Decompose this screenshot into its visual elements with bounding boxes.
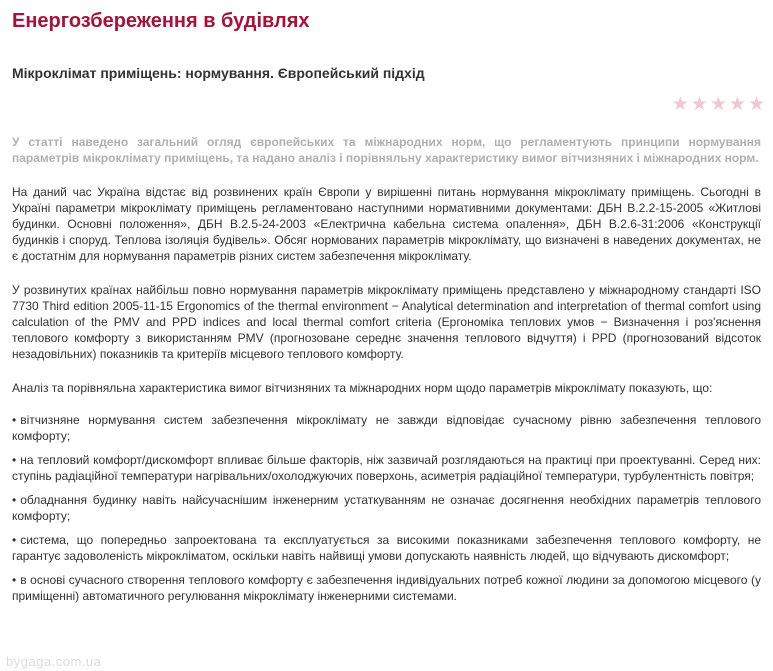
article-subtitle: Мікроклімат приміщень: нормування. Європейський підхід	[12, 65, 425, 81]
list-item-text: в основі сучасного створення теплового комфорту є забезпечення індивідуальних потреб кожної людини за допомогою місцевого (у приміщенні) автоматичного регулювання мікроклімату інженерними системами.	[12, 573, 761, 603]
bullet-mark: •	[12, 413, 17, 427]
article-paragraph-1: На даний час Україна відстає від розвинених країн Європи у вирішенні питань нормування мікроклімату приміщень. Сьогодні в Україні параметри мікроклімату приміщень регламентовано наступними нормативними документами: ДБН В.2.2-15-2005 «Житлові будинки. Основні положення», ДБН В.2.5-24-2003 «Електрична кабельна система опалення», ДБН В.2.6-31:2006 «Конструкції будинків і споруд. Теплова ізоляція будівель». Обсяг нормованих параметрів мікроклімату, що визначені в наведених документах, не є достатнім для нормування параметрів різних систем забезпечення мікроклімату.	[12, 185, 761, 263]
article-container	[12, 0, 761, 612]
list-item	[12, 452, 761, 484]
list-item	[12, 412, 761, 444]
article-paragraph-2: У розвинутих країнах найбільш повно нормування параметрів мікроклімату приміщень представлено у міжнародному стандарті ISO 7730 Third edition 2005-11-15 Ergonomics of the thermal environment − Analytical determination and interpretation of thermal comfort using calculation of the PMV and PPD indices and local thermal comfort criteria (Ергономіка теплових умов − Визначення і роз'яснення теплового комфорту з використанням PMV (прогнозоване середнє значення теплового відчуття) і PPD (прогнозований відсоток незадовільних) показників та критеріїв місцевого теплового комфорту.	[12, 283, 761, 361]
star-icon[interactable]: ★	[690, 94, 708, 115]
findings-list	[12, 412, 761, 604]
article-lead: У статті наведено загальний огляд європейських та міжнародних норм, що регламентують принципи нормування параметрів мікроклімату приміщень, та надано аналіз і порівняльну характеристику вимог вітчизняних і міжнародних норм.	[12, 135, 761, 165]
star-icon[interactable]: ★	[671, 94, 689, 115]
star-icon[interactable]: ★	[709, 94, 727, 115]
bullet-mark: •	[12, 533, 17, 547]
watermark: bygaga.com.ua	[6, 654, 102, 669]
bullet-mark: •	[12, 453, 17, 467]
list-item-text: на тепловий комфорт/дискомфорт впливає більше факторів, ніж зазвичай розглядаються на практиці при проектуванні. Серед них: ступінь радіаційної температури нагрівальних/охолоджуючих поверхонь, асиметрія радіаційної температури, турбулентність повітря;	[12, 453, 761, 483]
star-icon[interactable]: ★	[747, 94, 765, 115]
rating-stars[interactable]	[672, 95, 765, 114]
list-item-text: вітчизняне нормування систем забезпечення мікроклімату не завжди відповідає сучасному рівню забезпечення теплового комфорту;	[12, 413, 761, 443]
star-icon[interactable]: ★	[728, 94, 746, 115]
list-item	[12, 492, 761, 524]
list-item-text: обладнання будинку навіть найсучаснішим інженерним устаткуванням не означає досягнення необхідних параметрів теплового комфорту;	[12, 493, 761, 523]
list-item-text: система, що попередньо запроектована та експлуатується за високими показниками забезпечення теплового комфорту, не гарантує задоволеність мікрокліматом, оскільки навіть найвищі умови допускають наявність людей, що відчувають дискомфорт;	[12, 533, 761, 563]
list-item	[12, 532, 761, 564]
list-item	[12, 572, 761, 604]
page-title: Енергозбереження в будівлях	[12, 10, 310, 32]
bullet-mark: •	[12, 573, 17, 587]
bullet-mark: •	[12, 493, 17, 507]
article-paragraph-3: Аналіз та порівняльна характеристика вимог вітчизняних та міжнародних норм щодо параметрів мікроклімату показують, що:	[12, 381, 713, 395]
